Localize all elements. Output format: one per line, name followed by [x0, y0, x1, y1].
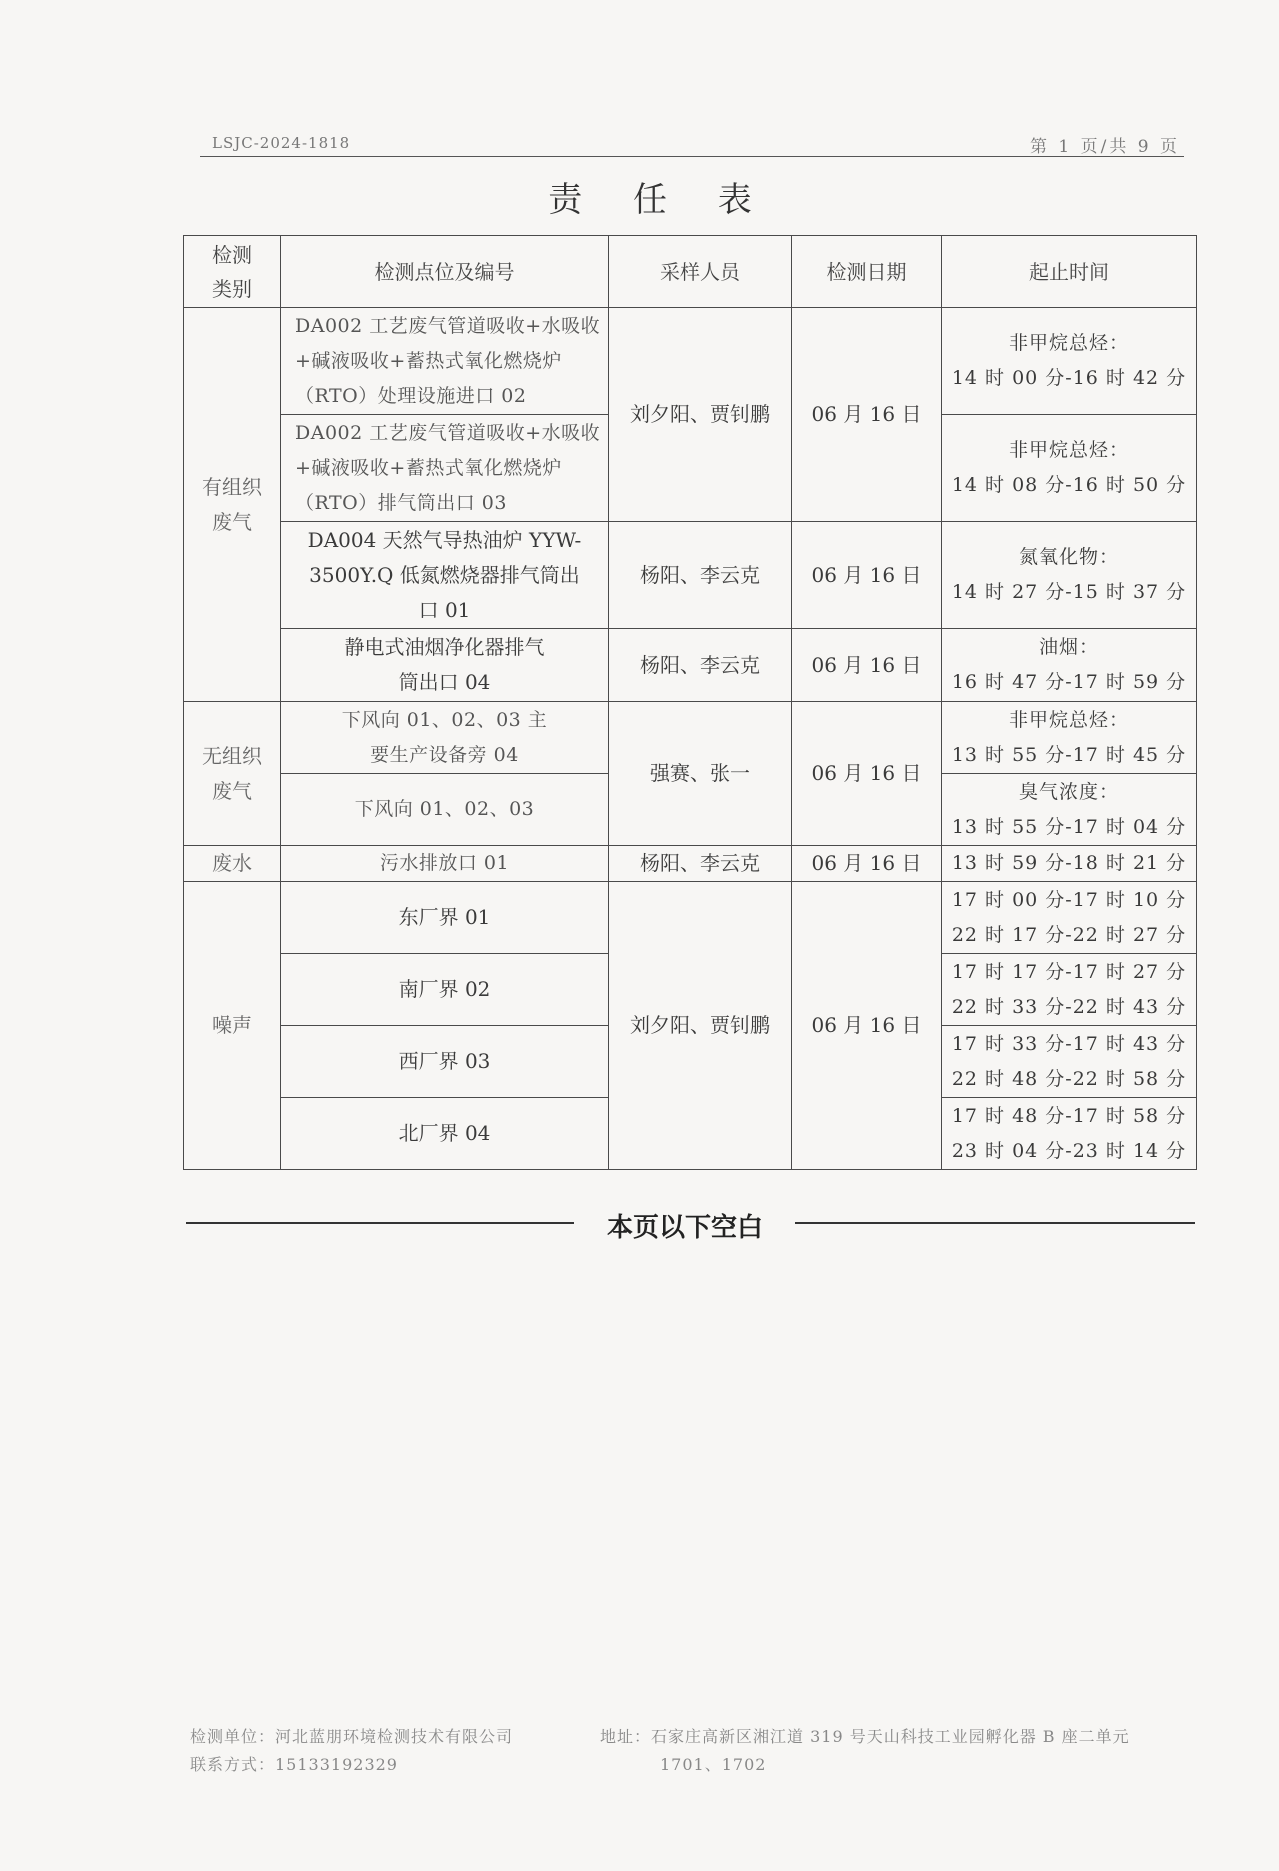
location-cell: DA002 工艺废气管道吸收+水吸收+碱液吸收+蓄热式氧化燃烧炉（RTO）排气筒出口 03	[281, 415, 609, 522]
time-cell	[942, 774, 1197, 846]
time-range: 22 时 48 分-22 时 58 分	[951, 1067, 1187, 1090]
sampler-cell: 杨阳、李云克	[609, 846, 792, 882]
time-range: 17 时 33 分-17 时 43 分	[951, 1032, 1187, 1055]
table-header-row	[184, 236, 1197, 308]
time-range: 17 时 48 分-17 时 58 分	[951, 1104, 1187, 1127]
header-location: 检测点位及编号	[281, 236, 609, 308]
time-range: 14 时 27 分-15 时 37 分	[951, 581, 1187, 603]
footer-contact: 联系方式：15133192329	[190, 1755, 398, 1774]
location-cell: 静电式油烟净化器排气筒出口 04	[281, 629, 609, 702]
date-cell: 06 月 16 日	[792, 846, 942, 882]
table-row	[184, 629, 1197, 702]
location-cell: 污水排放口 01	[281, 846, 609, 882]
time-range: 14 时 00 分-16 时 42 分	[951, 367, 1187, 389]
sampler-cell: 杨阳、李云克	[609, 629, 792, 702]
time-range: 22 时 33 分-22 时 43 分	[951, 995, 1187, 1018]
table-row	[184, 308, 1197, 415]
sampler-cell: 刘夕阳、贾钊鹏	[609, 882, 792, 1170]
location-cell: 下风向 01、02、03	[281, 774, 609, 846]
time-cell	[942, 415, 1197, 522]
category-organized: 有组织废气	[184, 308, 281, 702]
time-range: 22 时 17 分-22 时 27 分	[951, 923, 1187, 946]
end-marker-text: 本页以下空白	[606, 1213, 763, 1243]
time-cell	[942, 1098, 1197, 1170]
footer-address: 地址：石家庄高新区湘江道 319 号天山科技工业园孵化器 B 座二单元	[600, 1727, 1130, 1746]
location-cell: 下风向 01、02、03 主要生产设备旁 04	[281, 702, 609, 774]
item-label: 非甲烷总烃：	[1008, 708, 1129, 731]
time-cell	[942, 882, 1197, 954]
location-cell: DA004 天然气导热油炉 YYW-3500Y.Q 低氮燃烧器排气筒出口 01	[281, 522, 609, 629]
sampler-cell: 强赛、张一	[609, 702, 792, 846]
header-sampler: 采样人员	[609, 236, 792, 308]
header-time: 起止时间	[942, 236, 1197, 308]
date-cell: 06 月 16 日	[792, 882, 942, 1170]
header-rule	[200, 156, 1184, 157]
time-cell	[942, 629, 1197, 702]
location-cell: 南厂界 02	[281, 954, 609, 1026]
time-range: 14 时 08 分-16 时 50 分	[951, 474, 1187, 496]
location-cell: 北厂界 04	[281, 1098, 609, 1170]
table-row	[184, 702, 1197, 774]
date-cell: 06 月 16 日	[792, 308, 942, 522]
report-number: LSJC-2024-1818	[212, 134, 351, 152]
time-cell	[942, 1026, 1197, 1098]
category-noise: 噪声	[184, 882, 281, 1170]
date-cell: 06 月 16 日	[792, 702, 942, 846]
table-row	[184, 846, 1197, 882]
category-unorganized: 无组织废气	[184, 702, 281, 846]
time-cell	[942, 702, 1197, 774]
end-marker-rule-right	[795, 1222, 1195, 1224]
time-range: 13 时 55 分-17 时 45 分	[951, 743, 1187, 766]
time-range: 17 时 17 分-17 时 27 分	[951, 960, 1187, 983]
location-cell: 西厂界 03	[281, 1026, 609, 1098]
time-cell	[942, 522, 1197, 629]
sampler-cell: 杨阳、李云克	[609, 522, 792, 629]
item-label: 氮氧化物：	[1018, 546, 1119, 568]
date-cell: 06 月 16 日	[792, 629, 942, 702]
header-category: 检测类别	[184, 236, 281, 308]
time-cell	[942, 954, 1197, 1026]
time-range: 23 时 04 分-23 时 14 分	[951, 1139, 1187, 1162]
responsibility-table	[183, 235, 1197, 1170]
time-range: 17 时 00 分-17 时 10 分	[951, 888, 1187, 911]
item-label: 油烟：	[1038, 636, 1099, 658]
sampler-cell: 刘夕阳、贾钊鹏	[609, 308, 792, 522]
time-cell	[942, 308, 1197, 415]
item-label: 非甲烷总烃：	[1008, 332, 1129, 354]
end-marker-rule-left	[186, 1222, 574, 1224]
footer-org: 检测单位：河北蓝朋环境检测技术有限公司	[190, 1727, 514, 1746]
footer-address-rooms: 1701、1702	[660, 1755, 767, 1774]
time-range: 16 时 47 分-17 时 59 分	[951, 671, 1187, 693]
category-wastewater: 废水	[184, 846, 281, 882]
table-row	[184, 882, 1197, 954]
table-row	[184, 522, 1197, 629]
time-range: 13 时 59 分-18 时 21 分	[942, 846, 1197, 882]
item-label: 臭气浓度：	[1018, 780, 1119, 803]
page-number: 第 1 页/共 9 页	[1030, 137, 1180, 157]
time-range: 13 时 55 分-17 时 04 分	[951, 815, 1187, 838]
header-date: 检测日期	[792, 236, 942, 308]
location-cell: 东厂界 01	[281, 882, 609, 954]
page-title: 责 任 表	[548, 180, 772, 220]
location-cell: DA002 工艺废气管道吸收+水吸收+碱液吸收+蓄热式氧化燃烧炉（RTO）处理设施进口 02	[281, 308, 609, 415]
date-cell: 06 月 16 日	[792, 522, 942, 629]
item-label: 非甲烷总烃：	[1008, 439, 1129, 461]
